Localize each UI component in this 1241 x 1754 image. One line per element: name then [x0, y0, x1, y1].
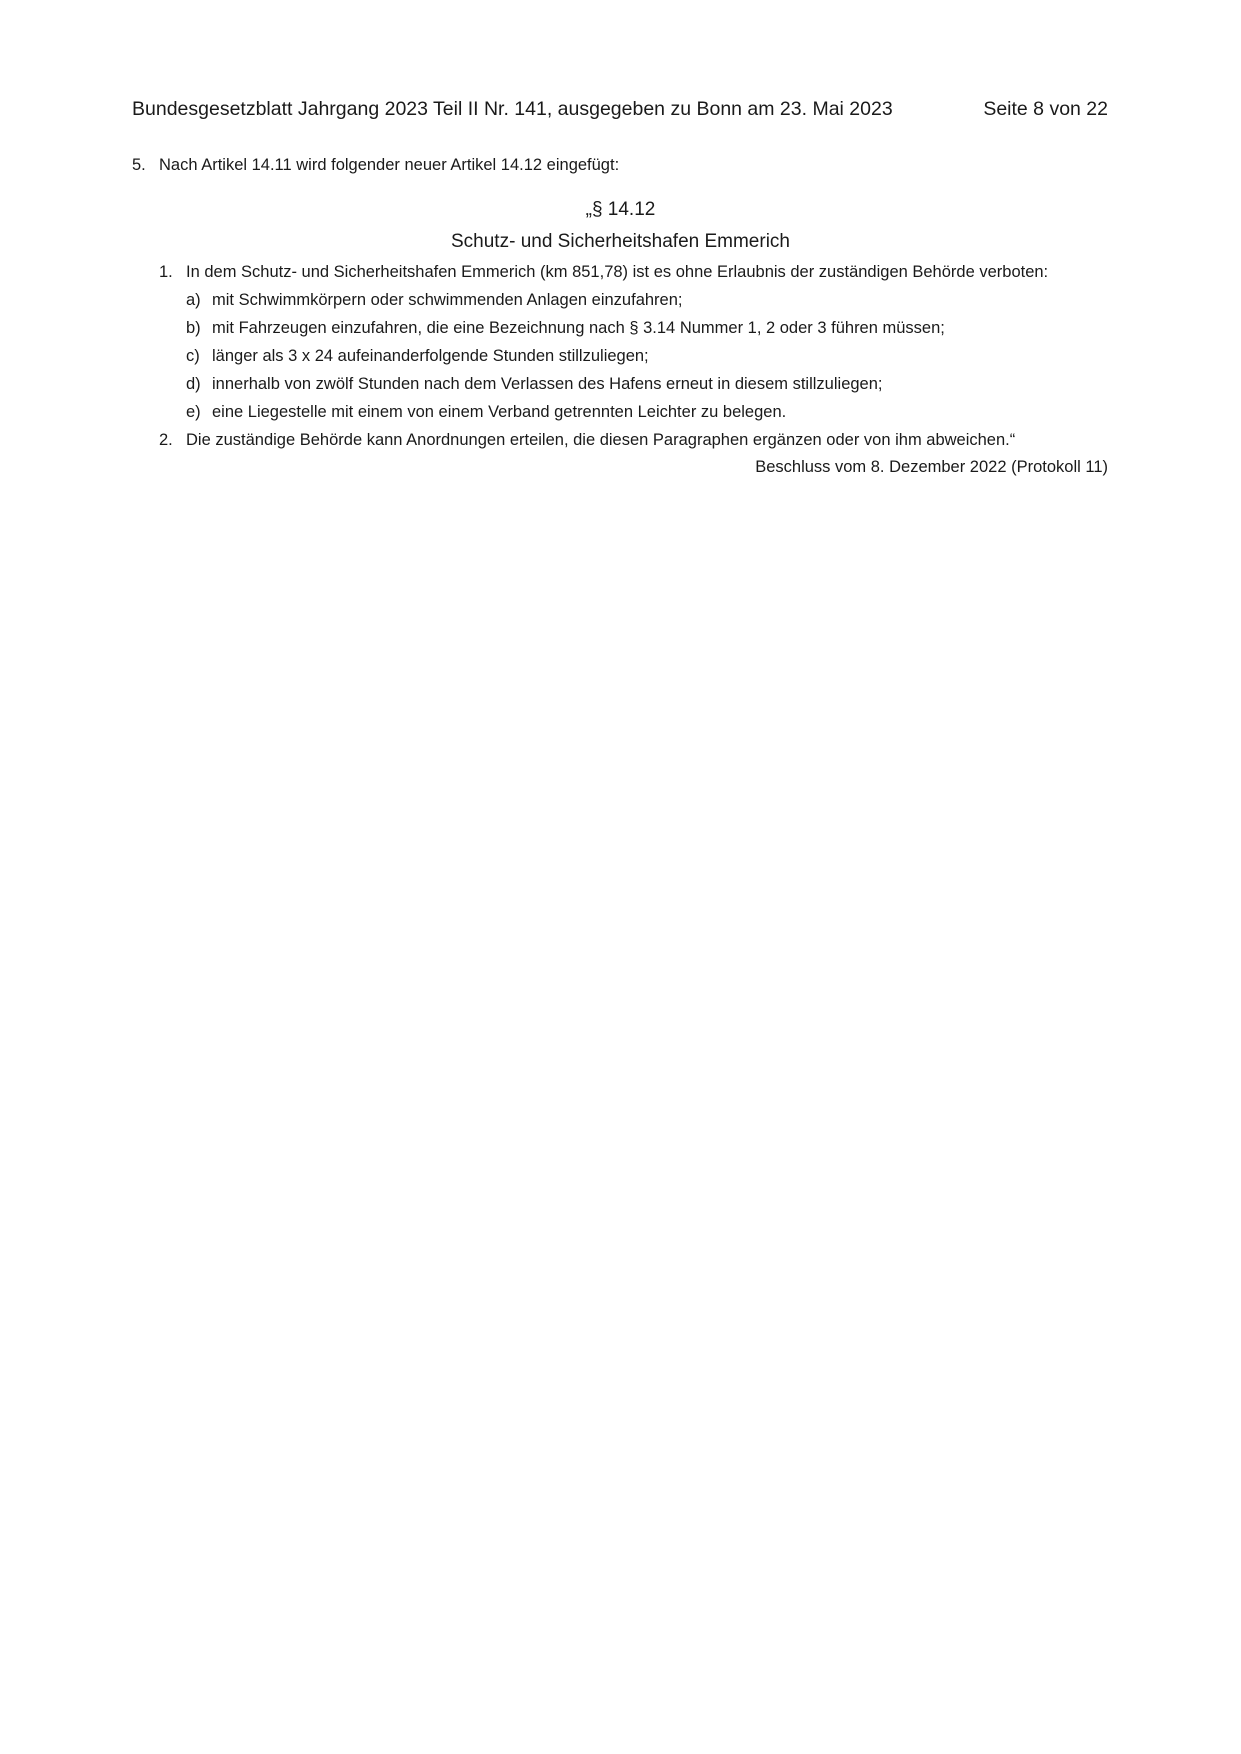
sub-list-item [186, 291, 682, 310]
resolution-note: Beschluss vom 8. Dezember 2022 (Protokoll 11) [755, 458, 1108, 476]
sub-list-item-text: innerhalb von zwölf Stunden nach dem Verlassen des Hafens erneut in diesem stillzuliegen; [212, 375, 883, 393]
sub-list-item-text: eine Liegestelle mit einem von einem Verband getrennten Leichter zu belegen. [212, 403, 787, 421]
sub-list-item-text: länger als 3 x 24 aufeinanderfolgende Stunden stillzuliegen; [212, 347, 649, 365]
sub-list-item [186, 319, 945, 338]
sub-list-item-letter: b) [186, 319, 201, 337]
amendment-item-text: Nach Artikel 14.11 wird folgender neuer Artikel 14.12 eingefügt: [159, 156, 620, 174]
amendment-item [132, 156, 619, 175]
list-item-text: In dem Schutz- und Sicherheitshafen Emmerich (km 851,78) ist es ohne Erlaubnis der zuständigen Behörde verboten: [186, 263, 1049, 281]
list-item [159, 431, 1015, 450]
list-item-number: 1. [159, 263, 173, 281]
list-item-text: Die zuständige Behörde kann Anordnungen erteilen, die diesen Paragraphen ergänzen oder von ihm abweichen.“ [186, 431, 1016, 449]
paragraph-title: Schutz- und Sicherheitshafen Emmerich [451, 231, 790, 252]
page-header [132, 98, 1108, 121]
sub-list-item [186, 347, 649, 366]
gazette-citation: Bundesgesetzblatt Jahrgang 2023 Teil II Nr. 141, ausgegeben zu Bonn am 23. Mai 2023 [132, 98, 893, 120]
sub-list-item-letter: d) [186, 375, 201, 393]
list-item-number: 2. [159, 431, 173, 449]
paragraph-heading: „§ 14.12 [585, 199, 656, 220]
amendment-item-number: 5. [132, 156, 146, 174]
sub-list-item [186, 375, 882, 394]
sub-list-item-letter: a) [186, 291, 201, 309]
page-number: Seite 8 von 22 [983, 98, 1108, 120]
sub-list-item-letter: e) [186, 403, 201, 421]
sub-list-item [186, 403, 786, 422]
sub-list-item-letter: c) [186, 347, 200, 365]
list-item [159, 263, 1048, 282]
sub-list-item-text: mit Fahrzeugen einzufahren, die eine Bezeichnung nach § 3.14 Nummer 1, 2 oder 3 führen müssen; [212, 319, 945, 337]
sub-list-item-text: mit Schwimmkörpern oder schwimmenden Anlagen einzufahren; [212, 291, 683, 309]
